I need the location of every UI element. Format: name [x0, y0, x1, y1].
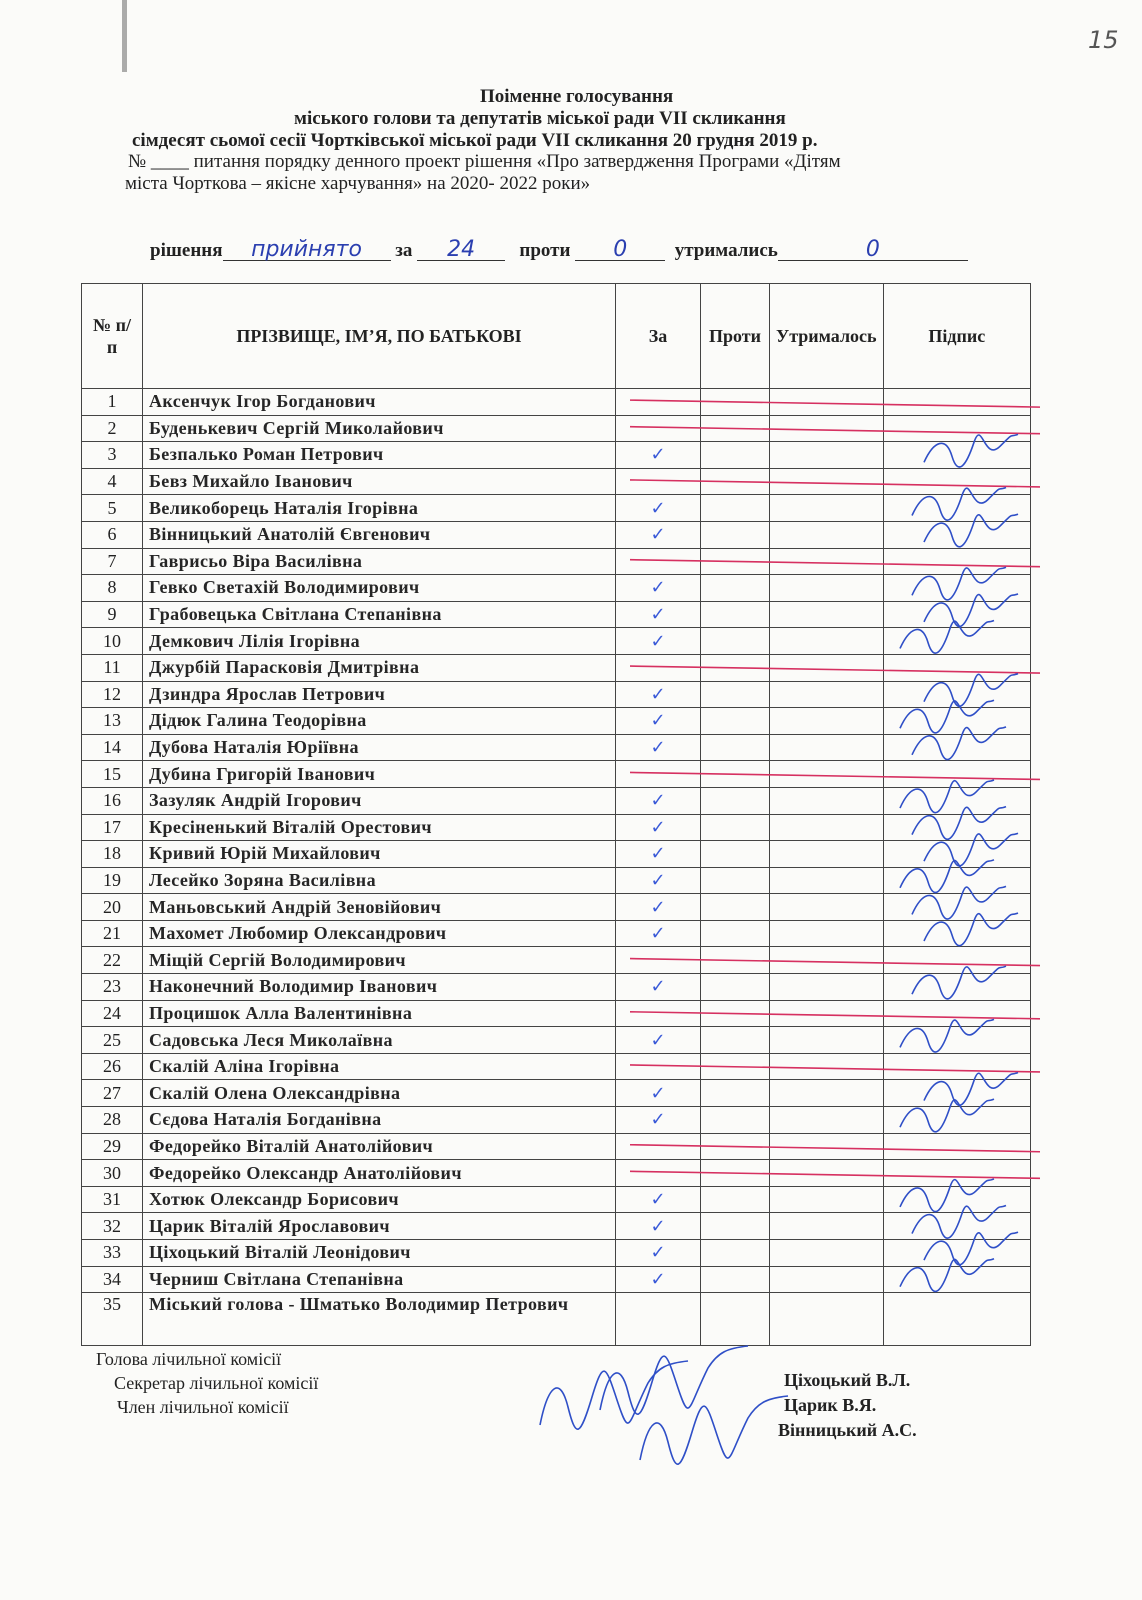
vote-abstained-cell [770, 1133, 884, 1160]
vote-against-cell [701, 1080, 770, 1107]
col-signature: Підпис [883, 284, 1030, 389]
vote-against-cell [701, 548, 770, 575]
chair-name: Ціхоцький В.Л. [784, 1370, 911, 1390]
row-number: 20 [82, 894, 143, 921]
vote-abstained-cell [770, 814, 884, 841]
row-number: 14 [82, 734, 143, 761]
vote-against-cell [701, 1107, 770, 1134]
member-name: Демкович Лілія Ігорівна [143, 628, 616, 655]
vote-for-mark [616, 761, 701, 788]
vote-for-mark [616, 1160, 701, 1187]
vote-abstained-cell [770, 1107, 884, 1134]
signature-cell [883, 867, 1030, 894]
table-row [82, 841, 1031, 868]
vote-abstained-cell [770, 867, 884, 894]
table-row [82, 867, 1031, 894]
member-name: Грабовецька Світлана Степанівна [143, 601, 616, 628]
vote-against-cell [701, 415, 770, 442]
table-row [82, 1000, 1031, 1027]
table-row [82, 1027, 1031, 1054]
vote-for-mark [616, 1000, 701, 1027]
vote-against-cell [701, 1213, 770, 1240]
signature-cell [883, 708, 1030, 735]
vote-for-mark: ✓ [616, 442, 701, 469]
signature-cell [883, 974, 1030, 1001]
vote-for-mark: ✓ [616, 628, 701, 655]
signature-cell [883, 920, 1030, 947]
row-number: 30 [82, 1160, 143, 1187]
table-row [82, 1186, 1031, 1213]
table-row [82, 814, 1031, 841]
signature-cell [883, 1186, 1030, 1213]
member-name: Міський голова - Шматько Володимир Петрович [143, 1293, 616, 1346]
row-number: 9 [82, 601, 143, 628]
vote-for-mark: ✓ [616, 814, 701, 841]
member-name: Дубина Григорій Іванович [143, 761, 616, 788]
vote-against-cell [701, 974, 770, 1001]
row-number: 21 [82, 920, 143, 947]
signature-cell [883, 1053, 1030, 1080]
vote-against-cell [701, 867, 770, 894]
doc-subtitle: міського голови та депутатів міської ради VII скликання [294, 108, 786, 129]
commission-signature [540, 1361, 688, 1429]
member-name: Черниш Світлана Степанівна [143, 1266, 616, 1293]
signature-cell [883, 1107, 1030, 1134]
vote-for-mark: ✓ [616, 867, 701, 894]
signature-cell [883, 1266, 1030, 1293]
signature-cell [883, 601, 1030, 628]
row-number: 10 [82, 628, 143, 655]
vote-against-cell [701, 920, 770, 947]
table-row [82, 1293, 1031, 1346]
table-row [82, 654, 1031, 681]
vote-abstained-cell [770, 1027, 884, 1054]
vote-abstained-cell [770, 1266, 884, 1293]
table-row [82, 681, 1031, 708]
vote-abstained-cell [770, 1186, 884, 1213]
vote-for-mark [616, 947, 701, 974]
vote-against-cell [701, 654, 770, 681]
vote-abstained-cell [770, 548, 884, 575]
row-number: 18 [82, 841, 143, 868]
col-number: № п/п [82, 284, 143, 389]
vote-for-mark [616, 1133, 701, 1160]
row-number: 17 [82, 814, 143, 841]
page-number: 15 [1088, 26, 1119, 54]
vote-for-mark [616, 415, 701, 442]
vote-abstained-cell [770, 1000, 884, 1027]
vote-for-mark: ✓ [616, 601, 701, 628]
for-label: за [395, 240, 413, 261]
table-row [82, 1160, 1031, 1187]
row-number: 7 [82, 548, 143, 575]
table-row [82, 894, 1031, 921]
signature-cell [883, 1133, 1030, 1160]
vote-against-cell [701, 1186, 770, 1213]
signature-cell [883, 389, 1030, 416]
vote-against-cell [701, 761, 770, 788]
signature-cell [883, 415, 1030, 442]
secretary-name: Царик В.Я. [784, 1395, 877, 1415]
vote-for-mark: ✓ [616, 1186, 701, 1213]
vote-abstained-cell [770, 1160, 884, 1187]
signature-cell [883, 628, 1030, 655]
vote-for-mark: ✓ [616, 787, 701, 814]
member-name: Бевз Михайло Іванович [143, 468, 616, 495]
vote-for-mark: ✓ [616, 974, 701, 1001]
table-row [82, 920, 1031, 947]
vote-against-cell [701, 1266, 770, 1293]
for-count: 24 [417, 240, 505, 261]
signature-cell [883, 787, 1030, 814]
col-against: Проти [701, 284, 770, 389]
vote-abstained-cell [770, 575, 884, 602]
vote-abstained-cell [770, 654, 884, 681]
vote-against-cell [701, 814, 770, 841]
vote-for-mark: ✓ [616, 841, 701, 868]
col-for: За [616, 284, 701, 389]
row-number: 22 [82, 947, 143, 974]
col-abstained: Утрималось [770, 284, 884, 389]
roll-call-table [81, 283, 1031, 1346]
member-name: Буденькевич Сергій Миколайович [143, 415, 616, 442]
agenda-number: № ____ [128, 151, 189, 172]
signature-cell [883, 521, 1030, 548]
signature-cell [883, 575, 1030, 602]
table-row [82, 521, 1031, 548]
vote-abstained-cell [770, 761, 884, 788]
table-row [82, 389, 1031, 416]
row-number: 34 [82, 1266, 143, 1293]
doc-title: Поіменне голосування [480, 86, 674, 107]
table-row [82, 548, 1031, 575]
row-number: 1 [82, 389, 143, 416]
vote-against-cell [701, 894, 770, 921]
row-number: 13 [82, 708, 143, 735]
table-row [82, 575, 1031, 602]
row-number: 8 [82, 575, 143, 602]
table-row [82, 1107, 1031, 1134]
vote-against-cell [701, 495, 770, 522]
vote-abstained-cell [770, 442, 884, 469]
member-name: Міщій Сергій Володимирович [143, 947, 616, 974]
member-name: Джурбій Парасковія Дмитрівна [143, 654, 616, 681]
row-number: 33 [82, 1240, 143, 1267]
member-name: Аксенчук Ігор Богданович [143, 389, 616, 416]
vote-for-mark: ✓ [616, 1266, 701, 1293]
commission-signature [640, 1396, 788, 1464]
vote-against-cell [701, 442, 770, 469]
signature-cell [883, 841, 1030, 868]
vote-against-cell [701, 1293, 770, 1346]
row-number: 3 [82, 442, 143, 469]
vote-for-mark: ✓ [616, 734, 701, 761]
table-row [82, 1240, 1031, 1267]
vote-against-cell [701, 947, 770, 974]
vote-abstained-cell [770, 787, 884, 814]
vote-abstained-cell [770, 1080, 884, 1107]
signature-cell [883, 894, 1030, 921]
signature-cell [883, 1293, 1030, 1346]
table-row [82, 787, 1031, 814]
decision-summary [150, 237, 968, 262]
signature-cell [883, 814, 1030, 841]
member-name: Кресіненький Віталій Орестович [143, 814, 616, 841]
row-number: 32 [82, 1213, 143, 1240]
vote-abstained-cell [770, 734, 884, 761]
vote-for-mark [616, 1053, 701, 1080]
abstained-count: 0 [778, 240, 968, 261]
vote-against-cell [701, 708, 770, 735]
table-row [82, 1266, 1031, 1293]
agenda-text: питання порядку денного проект рішення «Про затвердження Програми «Дітям [193, 151, 841, 172]
vote-abstained-cell [770, 920, 884, 947]
vote-abstained-cell [770, 1293, 884, 1346]
vote-for-mark: ✓ [616, 1107, 701, 1134]
table-row [82, 1133, 1031, 1160]
vote-for-mark: ✓ [616, 708, 701, 735]
table-row [82, 601, 1031, 628]
member-label: Член лічильної комісії [117, 1397, 289, 1417]
decision-result: прийнято [223, 240, 391, 261]
vote-for-mark: ✓ [616, 521, 701, 548]
member-name: Гевко Светахій Володимирович [143, 575, 616, 602]
member-name: Садовська Леся Миколаївна [143, 1027, 616, 1054]
member-name: Вінницький А.С. [778, 1420, 917, 1440]
table-row [82, 974, 1031, 1001]
signature-cell [883, 1213, 1030, 1240]
vote-against-cell [701, 1133, 770, 1160]
member-name: Федорейко Віталій Анатолійович [143, 1133, 616, 1160]
against-label: проти [519, 240, 571, 261]
vote-against-cell [701, 1160, 770, 1187]
vote-for-mark: ✓ [616, 1080, 701, 1107]
secretary-label: Секретар лічильної комісії [114, 1373, 319, 1393]
member-name: Федорейко Олександр Анатолійович [143, 1160, 616, 1187]
vote-against-cell [701, 521, 770, 548]
member-name: Скалій Аліна Ігорівна [143, 1053, 616, 1080]
row-number: 6 [82, 521, 143, 548]
vote-for-mark: ✓ [616, 1213, 701, 1240]
vote-for-mark: ✓ [616, 575, 701, 602]
vote-against-cell [701, 681, 770, 708]
table-row [82, 947, 1031, 974]
vote-abstained-cell [770, 1240, 884, 1267]
vote-against-cell [701, 787, 770, 814]
member-name: Вінницький Анатолій Євгенович [143, 521, 616, 548]
vote-abstained-cell [770, 628, 884, 655]
member-name: Маньовський Андрій Зеновійович [143, 894, 616, 921]
row-number: 12 [82, 681, 143, 708]
vote-against-cell [701, 1000, 770, 1027]
member-name: Дзиндра Ярослав Петрович [143, 681, 616, 708]
row-number: 11 [82, 654, 143, 681]
against-count: 0 [575, 240, 665, 261]
member-name: Кривий Юрій Михайлович [143, 841, 616, 868]
table-row [82, 1080, 1031, 1107]
vote-for-mark [616, 548, 701, 575]
row-number: 4 [82, 468, 143, 495]
agenda-line [128, 151, 841, 173]
vote-for-mark [616, 468, 701, 495]
table-row [82, 734, 1031, 761]
table-row [82, 1213, 1031, 1240]
vote-against-cell [701, 628, 770, 655]
member-name: Безпалько Роман Петрович [143, 442, 616, 469]
table-row [82, 708, 1031, 735]
member-name: Лесейко Зоряна Василівна [143, 867, 616, 894]
member-name: Царик Віталій Ярославович [143, 1213, 616, 1240]
signature-cell [883, 1000, 1030, 1027]
member-name: Ціхоцький Віталій Леонідович [143, 1240, 616, 1267]
vote-for-mark: ✓ [616, 1240, 701, 1267]
row-number: 25 [82, 1027, 143, 1054]
row-number: 26 [82, 1053, 143, 1080]
row-number: 19 [82, 867, 143, 894]
table-row [82, 628, 1031, 655]
row-number: 16 [82, 787, 143, 814]
signature-cell [883, 468, 1030, 495]
vote-abstained-cell [770, 708, 884, 735]
vote-against-cell [701, 1053, 770, 1080]
row-number: 31 [82, 1186, 143, 1213]
vote-for-mark: ✓ [616, 920, 701, 947]
vote-against-cell [701, 841, 770, 868]
row-number: 27 [82, 1080, 143, 1107]
member-name: Скалій Олена Олександрівна [143, 1080, 616, 1107]
table-row [82, 761, 1031, 788]
vote-for-mark: ✓ [616, 681, 701, 708]
signature-cell [883, 1240, 1030, 1267]
row-number: 2 [82, 415, 143, 442]
row-number: 29 [82, 1133, 143, 1160]
row-number: 35 [82, 1293, 143, 1346]
vote-abstained-cell [770, 681, 884, 708]
member-name: Великоборець Наталія Ігорівна [143, 495, 616, 522]
signature-cell [883, 548, 1030, 575]
vote-for-mark [616, 389, 701, 416]
member-name: Махомет Любомир Олександрович [143, 920, 616, 947]
row-number: 28 [82, 1107, 143, 1134]
row-number: 23 [82, 974, 143, 1001]
vote-for-mark: ✓ [616, 495, 701, 522]
signature-cell [883, 1027, 1030, 1054]
vote-against-cell [701, 601, 770, 628]
signature-cell [883, 442, 1030, 469]
vote-against-cell [701, 734, 770, 761]
vote-against-cell [701, 389, 770, 416]
member-name: Наконечний Володимир Іванович [143, 974, 616, 1001]
vote-against-cell [701, 1240, 770, 1267]
row-number: 15 [82, 761, 143, 788]
signature-cell [883, 654, 1030, 681]
member-name: Гаврисьо Віра Василівна [143, 548, 616, 575]
signature-cell [883, 734, 1030, 761]
vote-for-mark [616, 654, 701, 681]
commission-signature [600, 1346, 748, 1414]
agenda-line-cont: міста Чорткова – якісне харчування» на 2020- 2022 роки» [125, 173, 591, 194]
table-row [82, 495, 1031, 522]
table-row [82, 1053, 1031, 1080]
scan-spine-mark [122, 0, 127, 72]
vote-abstained-cell [770, 841, 884, 868]
chair-label: Голова лічильної комісії [96, 1349, 282, 1369]
vote-abstained-cell [770, 521, 884, 548]
member-name: Сєдова Наталія Богданівна [143, 1107, 616, 1134]
vote-abstained-cell [770, 389, 884, 416]
member-name: Дідюк Галина Теодорівна [143, 708, 616, 735]
signature-cell [883, 681, 1030, 708]
vote-abstained-cell [770, 415, 884, 442]
vote-abstained-cell [770, 601, 884, 628]
signature-cell [883, 1080, 1030, 1107]
member-name: Зазуляк Андрій Ігорович [143, 787, 616, 814]
vote-abstained-cell [770, 894, 884, 921]
signature-cell [883, 495, 1030, 522]
signature-cell [883, 1160, 1030, 1187]
vote-abstained-cell [770, 974, 884, 1001]
vote-for-mark: ✓ [616, 894, 701, 921]
table-row [82, 415, 1031, 442]
signature-cell [883, 761, 1030, 788]
abstained-label: утримались [674, 240, 778, 261]
vote-abstained-cell [770, 468, 884, 495]
table-row [82, 442, 1031, 469]
vote-abstained-cell [770, 495, 884, 522]
vote-abstained-cell [770, 1213, 884, 1240]
decision-label: рішення [150, 240, 223, 261]
table-header-row [82, 284, 1031, 389]
vote-against-cell [701, 575, 770, 602]
vote-abstained-cell [770, 947, 884, 974]
member-name: Процишок Алла Валентинівна [143, 1000, 616, 1027]
session-line: сімдесят сьомої сесії Чортківської міської ради VII скликання 20 грудня 2019 р. [132, 130, 818, 151]
vote-against-cell [701, 468, 770, 495]
vote-for-mark: ✓ [616, 1027, 701, 1054]
member-name: Хотюк Олександр Борисович [143, 1186, 616, 1213]
vote-abstained-cell [770, 1053, 884, 1080]
table-row [82, 468, 1031, 495]
vote-against-cell [701, 1027, 770, 1054]
signature-cell [883, 947, 1030, 974]
col-name: ПРІЗВИЩЕ, ІМ’Я, ПО БАТЬКОВІ [143, 284, 616, 389]
vote-for-mark [616, 1293, 701, 1346]
member-name: Дубова Наталія Юріївна [143, 734, 616, 761]
row-number: 24 [82, 1000, 143, 1027]
row-number: 5 [82, 495, 143, 522]
